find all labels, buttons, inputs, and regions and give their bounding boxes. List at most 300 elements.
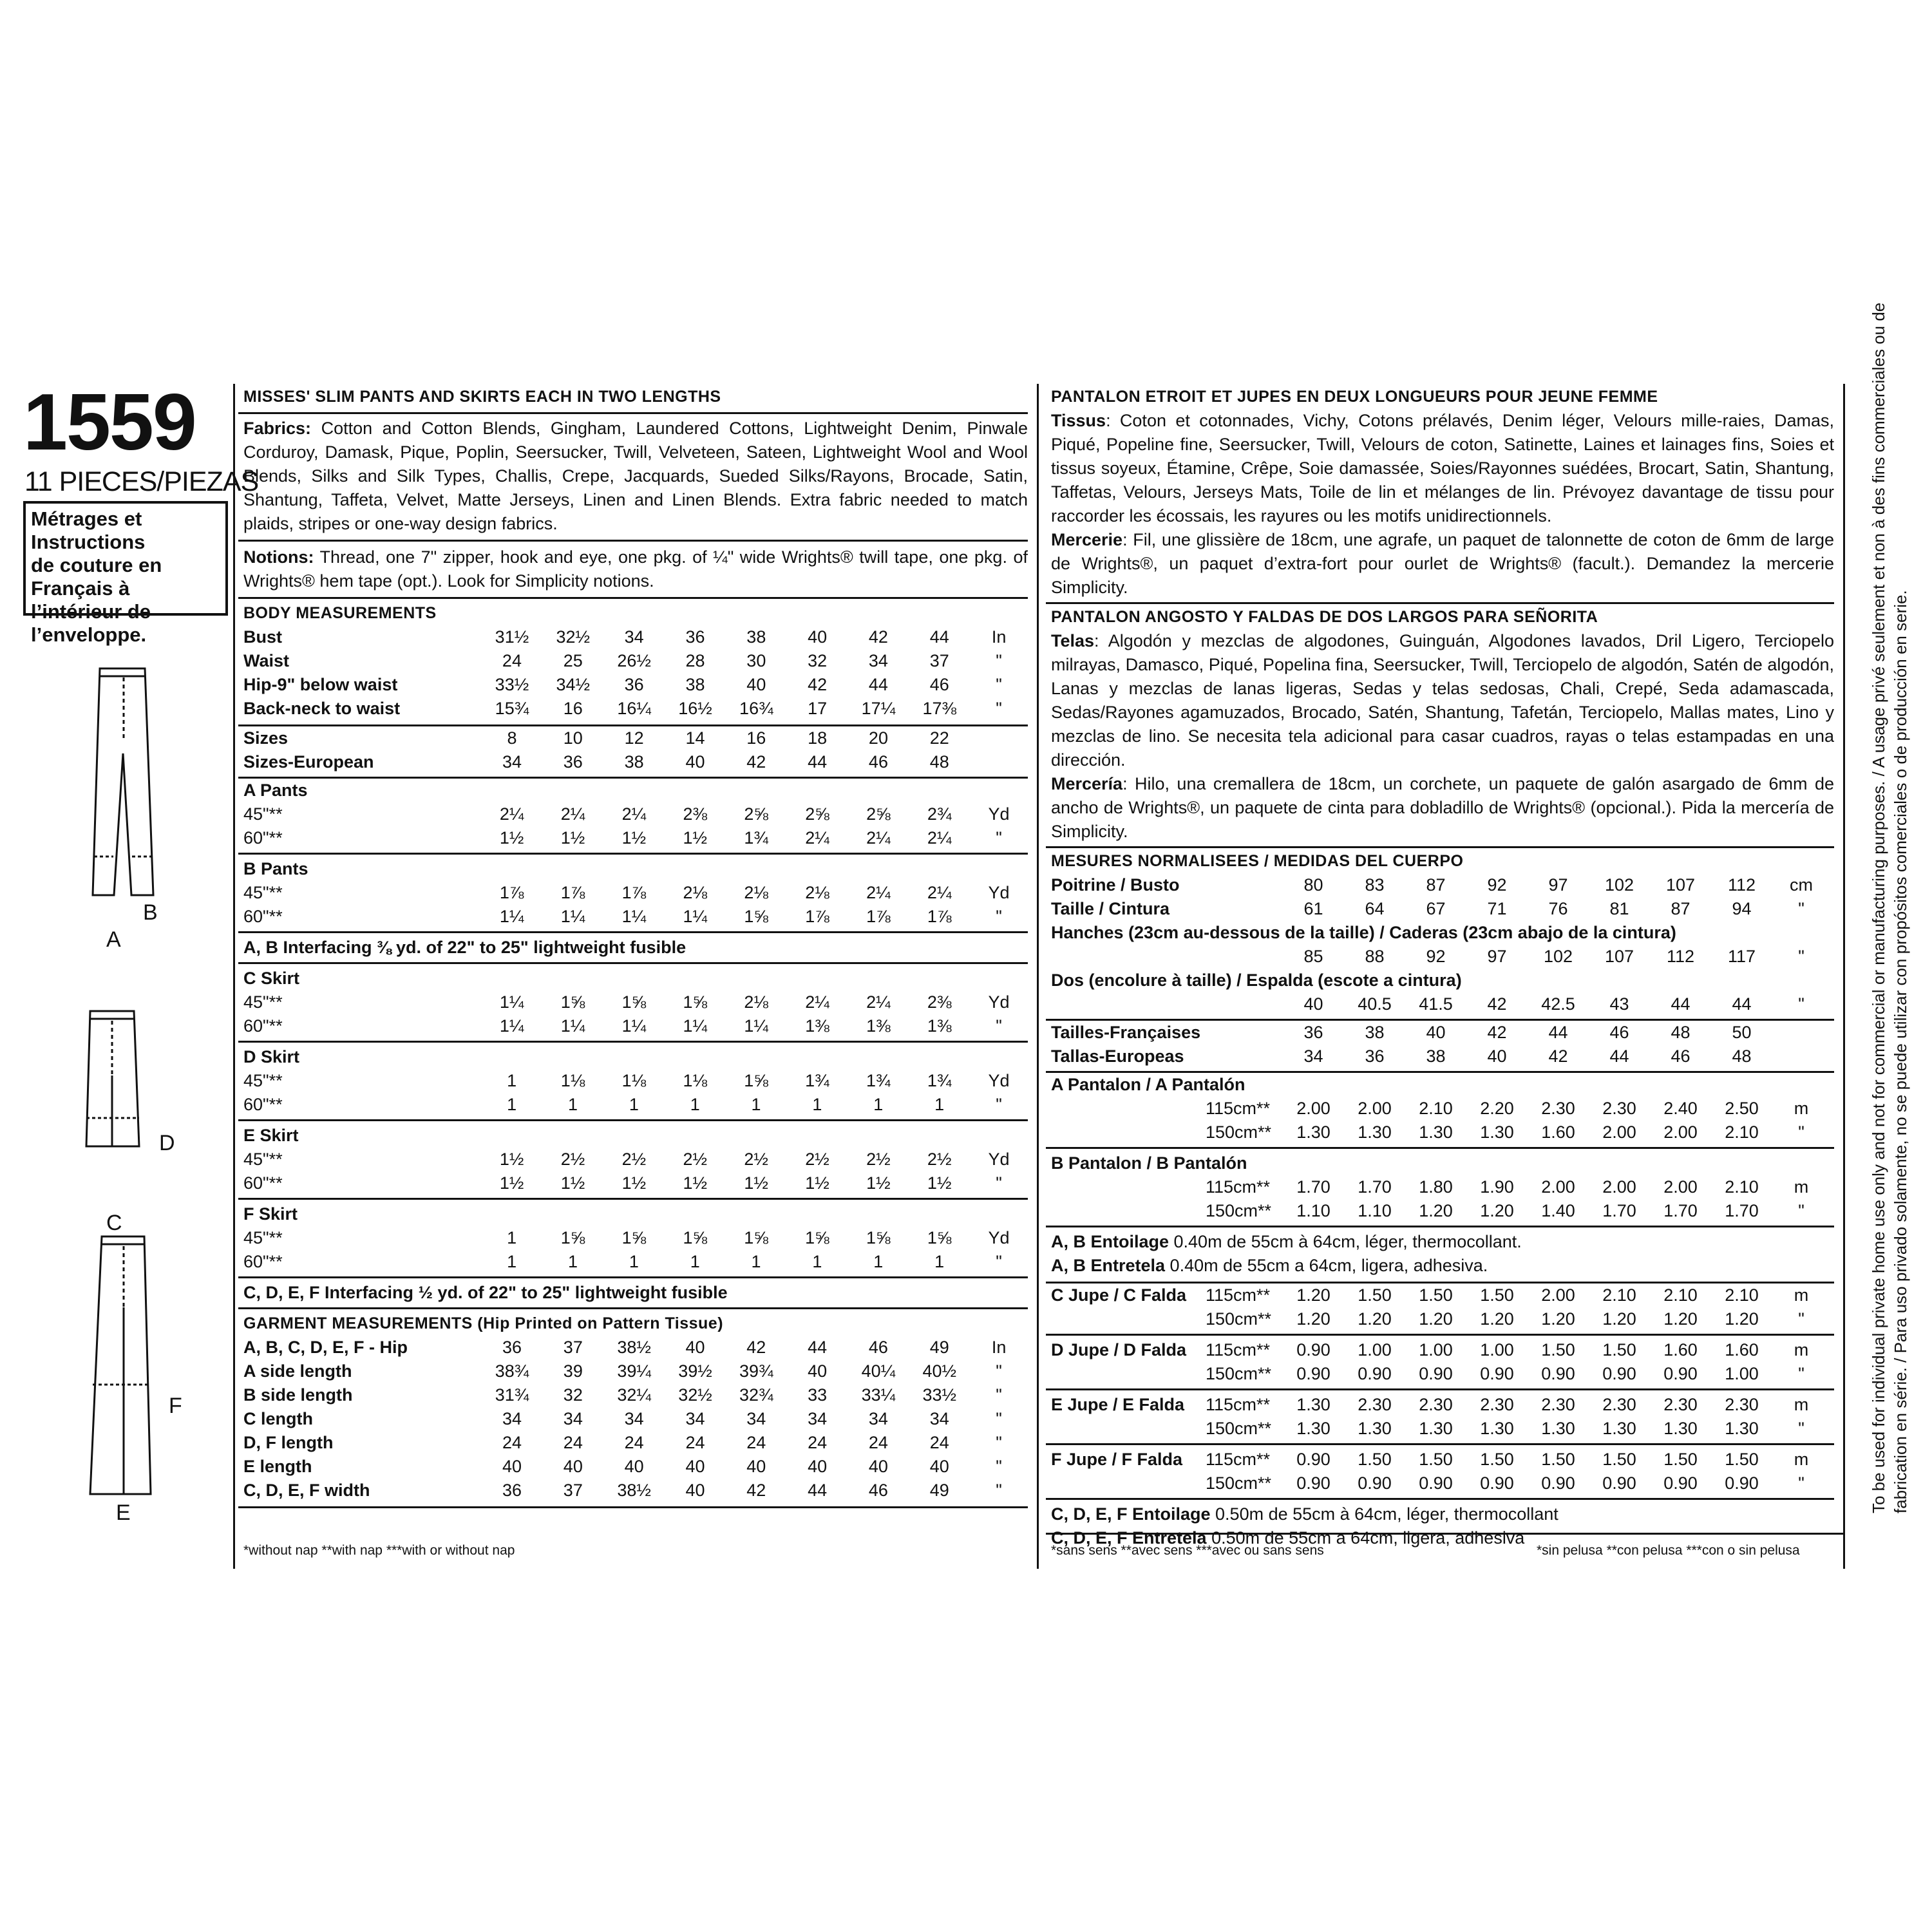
tissus-text: : Coton et cotonnades, Vichy, Cotons prélavés, Denim léger, Velours mille-raies, Damas, Piqué, Popeline fine, Seersucker, Twill, Velours de coton, Satinette, Laines et lainages fins, Soies et tissus soyeux, Étamine, Crêpe, Soie damassée, Soies/Rayonnes suédées, Brocart, Satin, Shantung, Taffetas, Velours, Jerseys Mats, Toile de lin et mélanges de lin. Prévoyez davantage de tissu pour raccorder les écossais, les rayures ou les motifs unidirectionnels. [1051,411,1834,526]
french-footnote: *sans sens **avec sens ***avec ou sans sens [1051,1543,1324,1558]
cell-value: 0.90 [1602,1473,1636,1493]
row-label: B side length [243,1385,353,1405]
cell-value: 0.90 [1480,1473,1514,1493]
row-sublabel: 150cm** [1206,1473,1272,1493]
unit-label: " [1798,1473,1804,1493]
row-label [1051,992,1283,1016]
french-note-line: Métrages et Instructions [31,507,146,553]
pants-group-title: A Pantalon / A Pantalón [1051,1075,1245,1094]
cell-value: 42 [1487,994,1507,1014]
cell-value: 97 [1548,875,1568,895]
cell-value: 32 [808,651,828,670]
cell-value: 1.30 [1419,1419,1453,1438]
cell-value: 2.00 [1541,1177,1575,1197]
cell-value: 46 [929,675,949,694]
table-row [1051,1021,1830,1045]
cell-value: 38 [624,752,644,772]
data-table [1051,992,1830,1016]
row-label [1051,1307,1206,1331]
cell-value: 1.50 [1358,1450,1392,1469]
cell-value: 38½ [617,1481,651,1500]
cell-value: 2.00 [1663,1122,1698,1142]
tissus-label: Tissus [1051,411,1106,430]
cell-value: 1½ [683,828,708,848]
divider [238,412,1028,414]
table-row [243,625,1028,649]
cell-value: 34 [502,1409,522,1428]
cell-value: 36 [1365,1046,1385,1066]
row-label: Tallas-Europeas [1051,1046,1184,1066]
data-table [243,1336,1028,1502]
cell-value: 1.30 [1296,1122,1331,1142]
cell-value: 24 [563,1433,583,1452]
skirt-drawing-c-d [86,1011,139,1146]
cell-value: 2.00 [1541,1285,1575,1305]
cell-value: 1.00 [1358,1340,1392,1359]
cell-value: 1 [812,1095,822,1114]
row-sublabel: 115cm** [1206,1340,1271,1359]
cell-value: 44 [1732,994,1752,1014]
sizes-table [243,726,1028,774]
cell-value: 1.10 [1358,1201,1392,1220]
cell-value: 1.30 [1296,1395,1331,1414]
cell-value: 1¼ [683,1016,708,1036]
cell-value: 1½ [621,828,647,848]
divider [238,1307,1028,1309]
table-row [243,726,1028,750]
unit-label: " [996,907,1002,926]
cell-value: 1.10 [1296,1201,1331,1220]
cell-value: 1.30 [1358,1419,1392,1438]
cell-value: 2⅜ [927,992,952,1012]
cdef-entretela-text: 0.50m de 55cm a 64cm, ligera, adhesiva [1206,1528,1525,1548]
cell-value: 2.10 [1725,1177,1759,1197]
cell-value: 10 [563,728,583,748]
cell-value: 2.10 [1725,1122,1759,1142]
divider [238,853,1028,855]
cell-value: 2¾ [927,804,952,824]
cell-value: 44 [808,1481,828,1500]
cell-value: 0.90 [1725,1473,1759,1493]
row-label: C Jupe / C Falda [1051,1285,1187,1305]
table-row [243,1250,1028,1274]
table-row [243,1383,1028,1407]
cell-value: 88 [1365,947,1385,966]
row-label [1051,1121,1206,1144]
cell-value: 16¾ [739,699,773,718]
row-label: 60"** [243,1173,283,1193]
unit-label: m [1794,1395,1809,1414]
cell-value: 0.90 [1296,1450,1331,1469]
unit-label: " [996,1173,1002,1193]
cell-value: 2¼ [927,883,952,902]
cell-value: 2.10 [1663,1285,1698,1305]
unit-label: " [996,1433,1002,1452]
cell-value: 2⅜ [683,804,708,824]
cell-value: 40 [746,675,766,694]
cell-value: 1 [873,1252,884,1271]
yardage-group-title: A Pants [243,781,308,800]
row-label: D Jupe / D Falda [1051,1340,1187,1359]
unit-label: In [991,627,1007,647]
pants-drawing-a-b [93,668,153,895]
cell-value: 46 [868,752,888,772]
cell-value: 1½ [866,1173,891,1193]
unit-label: Yd [988,1228,1010,1247]
tissus-paragraph [1051,409,1834,528]
row-label: 45"** [243,804,283,824]
cell-value: 2¼ [560,804,585,824]
divider [238,931,1028,933]
cell-value: 1.50 [1480,1450,1514,1469]
table-row [243,1148,1028,1171]
merceria-paragraph [1051,772,1834,844]
cell-value: 44 [808,1338,828,1357]
cell-value: 1⅝ [621,992,647,1012]
cell-value: 102 [1604,875,1634,895]
cell-value: 2¼ [805,992,829,1012]
cell-value: 2½ [744,1150,768,1169]
cell-value: 40¼ [861,1361,896,1381]
data-table [1051,1175,1830,1223]
cell-value: 24 [624,1433,644,1452]
row-label [1051,1097,1206,1121]
column-divider-middle [1037,384,1039,1569]
cell-value: 1¾ [927,1071,952,1090]
data-table [1051,945,1830,969]
cell-value: 38 [1426,1046,1446,1066]
cell-value: 40 [685,1481,705,1500]
cell-value: 50 [1732,1023,1752,1042]
cell-value: 17⅜ [922,699,957,718]
cell-value: 33½ [922,1385,957,1405]
cell-value: 1.60 [1541,1122,1575,1142]
cell-value: 40 [808,627,828,647]
row-sublabel: 115cm** [1206,1450,1271,1469]
row-label: C, D, E, F width [243,1481,370,1500]
cell-value: 80 [1303,875,1323,895]
cell-value: 42 [1548,1046,1568,1066]
data-table [243,1069,1028,1117]
unit-label: m [1794,1099,1809,1118]
row-label [1051,1362,1206,1386]
cell-value: 44 [1548,1023,1568,1042]
row-label: 60"** [243,828,283,848]
cell-value: 1⅝ [866,1228,891,1247]
pants-group-title: B Pantalon / B Pantalón [1051,1153,1247,1173]
cell-value: 97 [1487,947,1507,966]
table-row [243,1171,1028,1195]
row-label [1051,1417,1206,1441]
unit-label: " [1798,1364,1804,1383]
cell-value: 1¼ [560,907,585,926]
cell-value: 0.90 [1296,1340,1331,1359]
column-divider-left [233,384,235,1569]
cell-value: 34 [746,1409,766,1428]
unit-label: " [996,1095,1002,1114]
cell-value: 1.50 [1480,1285,1514,1305]
cell-value: 2¼ [499,804,524,824]
cell-value: 38 [1365,1023,1385,1042]
cell-value: 44 [868,675,888,694]
cell-value: 76 [1548,899,1568,918]
cell-value: 2.00 [1602,1177,1636,1197]
cell-value: 1 [567,1252,578,1271]
cell-value: 24 [808,1433,828,1452]
cell-value: 1¼ [744,1016,768,1036]
cell-value: 2¼ [805,828,829,848]
cell-value: 2½ [866,1150,891,1169]
divider [1046,1533,1843,1535]
cell-value: 36 [502,1338,522,1357]
data-table [243,881,1028,929]
cell-value: 33 [808,1385,828,1405]
cell-value: 1⅞ [560,883,585,902]
divider [238,1198,1028,1200]
cell-value: 81 [1609,899,1629,918]
cell-value: 1 [934,1252,945,1271]
metric-pants-yardage [1051,1073,1834,1227]
cell-value: 39¼ [617,1361,651,1381]
cell-value: 0.90 [1296,1364,1331,1383]
cell-value: 1.30 [1480,1419,1514,1438]
row-label: 45"** [243,1071,283,1090]
cell-value: 1 [751,1252,761,1271]
cell-value: 2.30 [1358,1395,1392,1414]
cell-value: 1 [812,1252,822,1271]
cell-value: 1.30 [1541,1419,1575,1438]
divider [1046,1334,1834,1336]
row-sublabel: 150cm** [1206,1309,1272,1329]
data-table [1051,1338,1830,1386]
cell-value: 94 [1732,899,1752,918]
cell-value: 32 [563,1385,583,1405]
row-label: Back-neck to waist [243,699,401,718]
ab-entoilage-label: A, B Entoilage [1051,1232,1170,1251]
table-row [243,673,1028,697]
row-label: Waist [243,651,290,670]
cell-value: 1⅝ [744,907,768,926]
unit-label: " [1798,1419,1804,1438]
unit-label: " [1798,1201,1804,1220]
row-label: Bust [243,627,282,647]
divider [238,1119,1028,1121]
cell-value: 1¼ [499,1016,524,1036]
cell-value: 0.90 [1480,1364,1514,1383]
cell-value: 2.30 [1480,1395,1514,1414]
row-label: Tailles-Françaises [1051,1023,1201,1042]
cell-value: 48 [1732,1046,1752,1066]
cell-value: 40 [808,1361,828,1381]
garment-measurements-title: GARMENT MEASUREMENTS (Hip Printed on Pattern Tissue) [243,1314,724,1332]
unit-label: " [1798,899,1804,918]
view-label-a: A [106,927,121,952]
cell-value: 1⅛ [683,1071,707,1090]
cell-value: 40 [808,1457,828,1476]
yardage-group-title: F Skirt [243,1204,298,1224]
cell-value: 24 [746,1433,766,1452]
cell-value: 107 [1665,875,1696,895]
unit-label: " [996,1457,1002,1476]
body-measurements-table [243,625,1028,721]
cell-value: 67 [1426,899,1446,918]
cell-value: 2.40 [1663,1099,1698,1118]
cell-value: 16 [563,699,583,718]
unit-label: Yd [988,804,1010,824]
data-table [1051,1097,1830,1144]
row-label: 60"** [243,1252,283,1271]
cell-value: 1.50 [1358,1285,1392,1305]
cell-value: 26½ [617,651,651,670]
table-row [243,697,1028,721]
cell-value: 1¼ [621,1016,647,1036]
cell-value: 40 [502,1457,522,1476]
cell-value: 2.30 [1419,1395,1453,1414]
cell-value: 42 [868,627,888,647]
cell-value: 1.30 [1725,1419,1759,1438]
metric-skirts-yardage [1051,1283,1834,1500]
cell-value: 15¾ [495,699,529,718]
table-row [1051,897,1830,921]
cell-value: 87 [1671,899,1690,918]
pieces-count: 11 PIECES/PIEZAS [24,466,259,497]
row-sublabel: 150cm** [1206,1364,1272,1383]
divider [238,597,1028,599]
cell-value: 38¾ [495,1361,529,1381]
english-footnote: *without nap **with nap ***with or without nap [243,1543,515,1558]
cell-value: 38½ [617,1338,651,1357]
french-title: PANTALON ETROIT ET JUPES EN DEUX LONGUEURS POUR JEUNE FEMME [1051,388,1658,406]
cell-value: 92 [1487,875,1507,895]
cell-value: 1 [629,1252,639,1271]
table-row [1051,1283,1830,1307]
unit-label: cm [1790,875,1813,895]
unit-label: Yd [988,883,1010,902]
cell-value: 44 [1609,1046,1629,1066]
cell-value: 1¼ [499,907,524,926]
cell-value: 34½ [556,675,591,694]
cell-value: 1 [934,1095,945,1114]
data-table [1051,873,1830,921]
cell-value: 22 [929,728,949,748]
table-row [243,649,1028,673]
cell-value: 1.50 [1541,1340,1575,1359]
row-label [1051,1472,1206,1495]
cell-value: 39 [563,1361,583,1381]
cell-value: 39¾ [739,1361,773,1381]
cell-value: 36 [563,752,583,772]
cell-value: 40 [1303,994,1323,1014]
row-label: 45"** [243,1228,283,1247]
cell-value: 1.20 [1419,1309,1453,1329]
cell-value: 24 [685,1433,705,1452]
row-label: 60"** [243,1095,283,1114]
cell-value: 1.70 [1663,1201,1698,1220]
cell-value: 2.20 [1480,1099,1514,1118]
cell-value: 1¾ [866,1071,891,1090]
cell-value: 1.80 [1419,1177,1453,1197]
cdef-entoilage [1051,1502,1834,1526]
cell-value: 2¼ [866,883,891,902]
cell-value: 83 [1365,875,1385,895]
cell-value: 1.30 [1419,1122,1453,1142]
cell-value: 1⅞ [621,883,647,902]
cell-value: 1½ [499,1150,524,1169]
cell-value: 1⅞ [805,907,829,926]
cell-value: 33½ [495,675,529,694]
view-label-b: B [143,900,158,925]
cell-value: 37 [563,1481,583,1500]
cell-value: 1 [629,1095,639,1114]
cell-value: 34 [929,1409,949,1428]
table-row [1051,873,1830,897]
cell-value: 1.00 [1725,1364,1759,1383]
cell-value: 1 [507,1095,517,1114]
cell-value: 0.90 [1663,1364,1698,1383]
cell-value: 40 [624,1457,644,1476]
cell-value: 46 [1671,1046,1690,1066]
cell-value: 0.90 [1663,1473,1698,1493]
table-row [243,1069,1028,1093]
cell-value: 2½ [621,1150,647,1169]
cell-value: 1.50 [1602,1450,1636,1469]
cell-value: 1⅞ [927,907,952,926]
cell-value: 1⅛ [621,1071,647,1090]
row-label [1051,1199,1206,1223]
divider [1046,1226,1834,1227]
cell-value: 36 [685,627,705,647]
cell-value: 1⅝ [560,992,585,1012]
column-divider-right [1843,384,1845,1569]
cell-value: 2⅛ [805,883,829,902]
cell-value: 2.30 [1602,1395,1636,1414]
unit-label [1772,1021,1830,1045]
cell-value: 1.70 [1725,1201,1759,1220]
cell-value: 48 [929,752,949,772]
metric-body-table [1051,873,1834,1016]
divider [1046,1498,1834,1500]
cell-value: 2.00 [1358,1099,1392,1118]
unit-label: m [1794,1285,1809,1305]
table-row [243,1431,1028,1455]
data-table [1051,1021,1830,1068]
cell-value: 32¾ [739,1385,773,1405]
cell-value: 1½ [927,1173,952,1193]
cell-value: 1.30 [1296,1419,1331,1438]
cell-value: 24 [502,651,522,670]
french-spanish-section [1051,385,1834,1550]
yardage-group-title: D Skirt [243,1047,300,1066]
cell-value: 1.20 [1358,1309,1392,1329]
cell-value: 42 [746,1481,766,1500]
mercerie-text: : Fil, une glissière de 18cm, une agrafe, un paquet de talonnette de coton de 6mm de large de Wrights®, un paquet d’extra-fort pour ourlet de Wrights® (facult.). Demandez la mercerie Simplicity. [1051,530,1834,597]
row-label: Hip-9" below waist [243,675,398,694]
cell-value: 31½ [495,627,529,647]
telas-text: : Algodón y mezclas de algodones, Guinguán, Algodones lavados, Dril Ligero, Terciopelo milrayas, Damasco, Piqué, Popelina fina, Seersucker, Twill, Terciopelo de algodón, Satén de algodón, Lanas y mezclas de lanas ligeras, Sedas y telas sedosas, Chali, Crepé, Seda adamascada, Sedas/Rayones agamuzados, Brocado, Satén, Shantung, Tafetán, Terciopelo, Mallas mates, Lino y mezclas de lino. Se necesita tela adicional para casar cuadros, rayas o telas estampadas en una dirección. [1051,631,1834,770]
divider [238,1506,1028,1508]
cell-value: 1.70 [1602,1201,1636,1220]
cell-value: 2¼ [866,992,891,1012]
unit-label: " [996,828,1002,848]
cell-value: 1¾ [744,828,768,848]
yardage-group-title: B Pants [243,859,308,878]
cell-value: 1½ [805,1173,829,1193]
cell-value: 1.20 [1480,1309,1514,1329]
table-row [1051,945,1830,969]
cell-value: 1.60 [1725,1340,1759,1359]
unit-label: " [996,1361,1002,1381]
unit-label: " [996,699,1002,718]
